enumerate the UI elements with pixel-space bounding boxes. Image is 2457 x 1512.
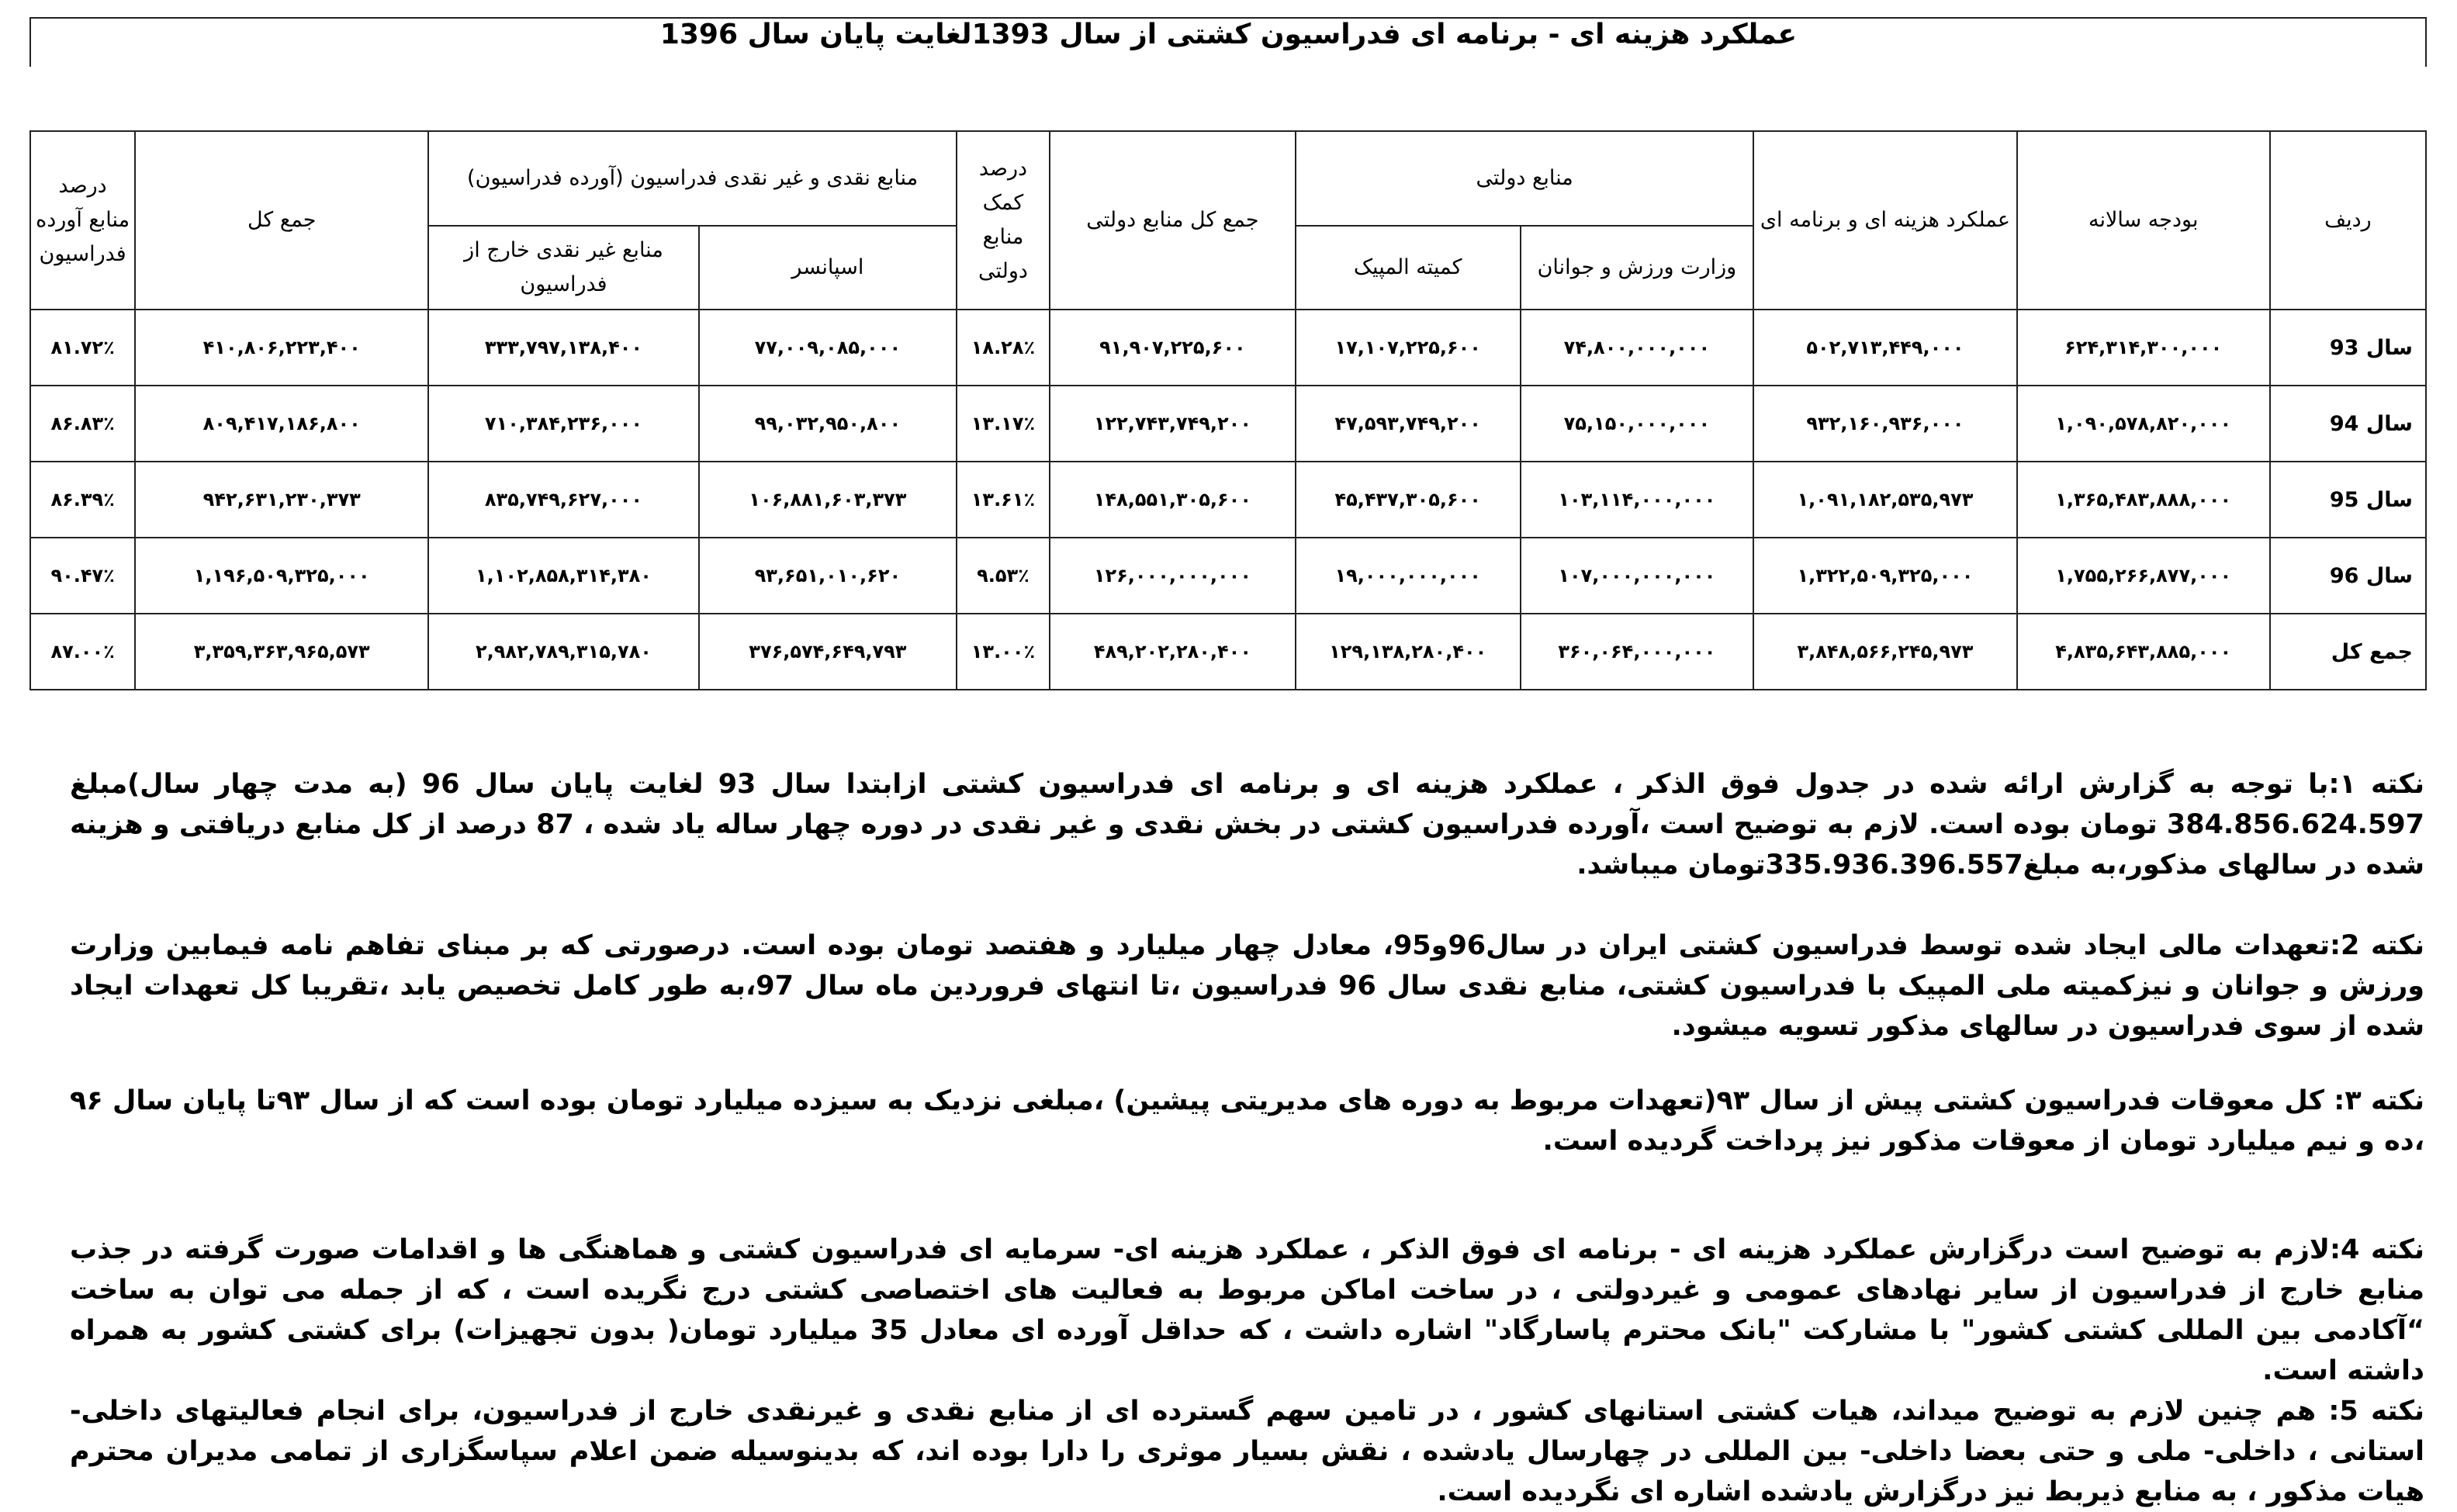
header-sponsor: اسپانسر [699, 226, 957, 310]
cell-gov-total: ۱۲۲,۷۴۳,۷۴۹,۲۰۰ [1050, 386, 1296, 462]
cell-ministry: ۱۰۷,۰۰۰,۰۰۰,۰۰۰ [1521, 538, 1754, 614]
row-label: جمع کل [2270, 614, 2426, 690]
header-fed-sources: منابع نقدی و غیر نقدی فدراسیون (آورده فدراسیون) [428, 131, 957, 226]
cell-budget: ۶۲۴,۳۱۴,۳۰۰,۰۰۰ [2017, 310, 2270, 386]
note-2: نکته 2:تعهدات مالی ایجاد شده توسط فدراسیون کشتی ایران در سال96و95، معادل چهار میلیارد و هفتصد تومان بوده است. درصورتی که بر مبنای تفاهم نامه فیمابین وزارت ورزش و جوانان و نیزکمیته ملی المپیک با فدراسیون کشتی، منابع نقدی سال 96 فدراسیون ،تا انتهای فروردین ماه سال 97،به طور کامل تخصیص یابد ،تقریبا کل تعهدات ایجاد شده از سوی فدراسیون در سالهای مذکور تسویه میشود. [70, 930, 2425, 1042]
header-noncash: منابع غیر نقدی خارج از فدراسیون [428, 226, 699, 310]
header-olympic: کمیته المپیک [1296, 226, 1521, 310]
cell-gov-pct: ۱۳.۶۱٪ [957, 462, 1050, 538]
cell-performance: ۱,۳۲۲,۵۰۹,۳۲۵,۰۰۰ [1753, 538, 2016, 614]
cell-fed-pct: ۸۷.۰۰٪ [30, 614, 135, 690]
cell-sponsor: ۹۹,۰۳۲,۹۵۰,۸۰۰ [699, 386, 957, 462]
cell-gov-total: ۹۱,۹۰۷,۲۲۵,۶۰۰ [1050, 310, 1296, 386]
cell-noncash: ۲,۹۸۲,۷۸۹,۳۱۵,۷۸۰ [428, 614, 699, 690]
cell-fed-pct: ۸۶.۳۹٪ [30, 462, 135, 538]
cell-gov-pct: ۱۳.۱۷٪ [957, 386, 1050, 462]
row-label: سال 95 [2270, 462, 2426, 538]
cell-gov-pct: ۱۳.۰۰٪ [957, 614, 1050, 690]
cell-fed-pct: ۹۰.۴۷٪ [30, 538, 135, 614]
cell-olympic: ۱۹,۰۰۰,۰۰۰,۰۰۰ [1296, 538, 1521, 614]
cell-noncash: ۳۳۳,۷۹۷,۱۳۸,۴۰۰ [428, 310, 699, 386]
cell-sponsor: ۱۰۶,۸۸۱,۶۰۳,۳۷۳ [699, 462, 957, 538]
cell-grand-total: ۸۰۹,۴۱۷,۱۸۶,۸۰۰ [135, 386, 428, 462]
page-title: عملکرد هزینه ای - برنامه ای فدراسیون کشتی از سال 1393لغایت پایان سال 1396 [659, 19, 1798, 50]
cell-grand-total: ۳,۳۵۹,۳۶۳,۹۶۵,۵۷۳ [135, 614, 428, 690]
cell-olympic: ۱۷,۱۰۷,۲۲۵,۶۰۰ [1296, 310, 1521, 386]
cell-olympic: ۴۵,۴۳۷,۳۰۵,۶۰۰ [1296, 462, 1521, 538]
cell-budget: ۴,۸۳۵,۶۴۳,۸۸۵,۰۰۰ [2017, 614, 2270, 690]
cell-fed-pct: ۸۱.۷۲٪ [30, 310, 135, 386]
cell-gov-pct: ۹.۵۳٪ [957, 538, 1050, 614]
cell-grand-total: ۱,۱۹۶,۵۰۹,۳۲۵,۰۰۰ [135, 538, 428, 614]
cell-gov-total: ۱۲۶,۰۰۰,۰۰۰,۰۰۰ [1050, 538, 1296, 614]
header-gov-total: جمع کل منابع دولتی [1050, 131, 1296, 310]
cell-performance: ۳,۸۴۸,۵۶۶,۲۴۵,۹۷۳ [1753, 614, 2016, 690]
header-annual-budget: بودجه سالانه [2017, 131, 2270, 310]
cell-ministry: ۷۴,۸۰۰,۰۰۰,۰۰۰ [1521, 310, 1754, 386]
cell-grand-total: ۹۴۲,۶۳۱,۲۳۰,۳۷۳ [135, 462, 428, 538]
cell-sponsor: ۷۷,۰۰۹,۰۸۵,۰۰۰ [699, 310, 957, 386]
note-3: نکته ۳: کل معوقات فدراسیون کشتی پیش از سال ۹۳(تعهدات مربوط به دوره های مدیریتی پیشین) ،مبلغی نزدیک به سیزده میلیارد تومان بوده است که از سال ۹۳تا پایان سال ۹۶ ،ده و نیم میلیارد تومان از معوقات مذکور نیز پرداخت گردیده است. [70, 1085, 2425, 1157]
header-row-top [30, 131, 2426, 226]
cell-noncash: ۷۱۰,۳۸۴,۲۳۶,۰۰۰ [428, 386, 699, 462]
cell-ministry: ۱۰۳,۱۱۴,۰۰۰,۰۰۰ [1521, 462, 1754, 538]
header-grand-total: جمع کل [135, 131, 428, 310]
cell-ministry: ۷۵,۱۵۰,۰۰۰,۰۰۰ [1521, 386, 1754, 462]
header-gov-sources: منابع دولتی [1296, 131, 1753, 226]
note-5: نکته 5: هم چنین لازم به توضیح میداند، هیات کشتی استانهای کشور ، در تامین سهم گسترده ای از منابع نقدی و غیرنقدی خارج از فدراسیون، برای انجام فعالیتهای داخلی- استانی ، داخلی- ملی و حتی بعضا داخلی- بین المللی در چهارسال یادشده ، نقش بسیار موثری را دارا بوده اند، که بدینوسیله ضمن اعلام سپاسگزاری از تمامی مدیران محترم هیات مذکور ، به منابع ذیربط نیز درگزارش یادشده اشاره ای نگردیده است. [70, 1396, 2424, 1507]
cell-budget: ۱,۷۵۵,۲۶۶,۸۷۷,۰۰۰ [2017, 538, 2270, 614]
cell-fed-pct: ۸۶.۸۳٪ [30, 386, 135, 462]
row-label: سال 93 [2270, 310, 2426, 386]
cell-performance: ۹۳۲,۱۶۰,۹۳۶,۰۰۰ [1753, 386, 2016, 462]
header-fed-pct: درصد منابع آورده فدراسیون [30, 131, 135, 310]
note-4: نکته 4:لازم به توضیح است درگزارش عملکرد هزینه ای - برنامه ای فوق الذکر ، عملکرد هزینه ای- سرمایه ای فدراسیون کشتی و هماهنگی ها و اقدامات صورت گرفته در جذب منابع خارج از فدراسیون از سایر نهادهای عمومی و غیردولتی ، در ساخت اماکن مربوط به فعالیت های اختصاصی کشتی درج نگریده است ، که از جمله می توان به ساخت “آکادمی بین المللی کشتی کشور" با مشارکت "بانک محترم پاسارگاد" اشاره داشت ، که حداقل آورده ای معادل 35 میلیارد تومان( بدون تجهیزات) برای کشتی کشور به همراه داشته است. [70, 1234, 2424, 1386]
cell-gov-total: ۴۸۹,۲۰۲,۲۸۰,۴۰۰ [1050, 614, 1296, 690]
cell-budget: ۱,۰۹۰,۵۷۸,۸۲۰,۰۰۰ [2017, 386, 2270, 462]
cell-gov-total: ۱۴۸,۵۵۱,۳۰۵,۶۰۰ [1050, 462, 1296, 538]
cell-olympic: ۱۲۹,۱۳۸,۲۸۰,۴۰۰ [1296, 614, 1521, 690]
header-ministry: وزارت ورزش و جوانان [1521, 226, 1754, 310]
cell-grand-total: ۴۱۰,۸۰۶,۲۲۳,۴۰۰ [135, 310, 428, 386]
table-row [30, 310, 2426, 386]
cell-noncash: ۱,۱۰۲,۸۵۸,۳۱۴,۳۸۰ [428, 538, 699, 614]
cell-ministry: ۳۶۰,۰۶۴,۰۰۰,۰۰۰ [1521, 614, 1754, 690]
performance-table [29, 130, 2427, 690]
table-row [30, 386, 2426, 462]
cell-sponsor: ۳۷۶,۵۷۴,۶۴۹,۷۹۳ [699, 614, 957, 690]
header-gov-pct: درصد کمک منابع دولتی [957, 131, 1050, 310]
cell-olympic: ۴۷,۵۹۳,۷۴۹,۲۰۰ [1296, 386, 1521, 462]
row-label: سال 96 [2270, 538, 2426, 614]
cell-gov-pct: ۱۸.۲۸٪ [957, 310, 1050, 386]
cell-sponsor: ۹۳,۶۵۱,۰۱۰,۶۲۰ [699, 538, 957, 614]
cell-performance: ۵۰۲,۷۱۳,۴۴۹,۰۰۰ [1753, 310, 2016, 386]
table-row-total [30, 614, 2426, 690]
cell-noncash: ۸۳۵,۷۴۹,۶۲۷,۰۰۰ [428, 462, 699, 538]
note-1: نکته ۱:با توجه به گزارش ارائه شده در جدول فوق الذکر ، عملکرد هزینه ای و برنامه ای فدراسیون کشتی ازابتدا سال 93 لغایت پایان سال 96 (به مدت چهار سال)مبلغ 384.856.624.597 تومان بوده است. لازم به توضیح است ،آورده فدراسیون کشتی در بخش نقدی و غیر نقدی در دوره چهار ساله یاد شده ، 87 درصد از کل منابع دریافتی و هزینه شده در سالهای مذکور،به مبلغ335.936.396.557تومان میباشد. [70, 769, 2424, 881]
cell-budget: ۱,۳۶۵,۴۸۳,۸۸۸,۰۰۰ [2017, 462, 2270, 538]
table-row [30, 462, 2426, 538]
row-label: سال 94 [2270, 386, 2426, 462]
cell-performance: ۱,۰۹۱,۱۸۲,۵۳۵,۹۷۳ [1753, 462, 2016, 538]
header-performance: عملکرد هزینه ای و برنامه ای [1753, 131, 2016, 310]
table-row [30, 538, 2426, 614]
notes-section [70, 764, 2424, 1512]
header-radif: ردیف [2270, 131, 2426, 310]
